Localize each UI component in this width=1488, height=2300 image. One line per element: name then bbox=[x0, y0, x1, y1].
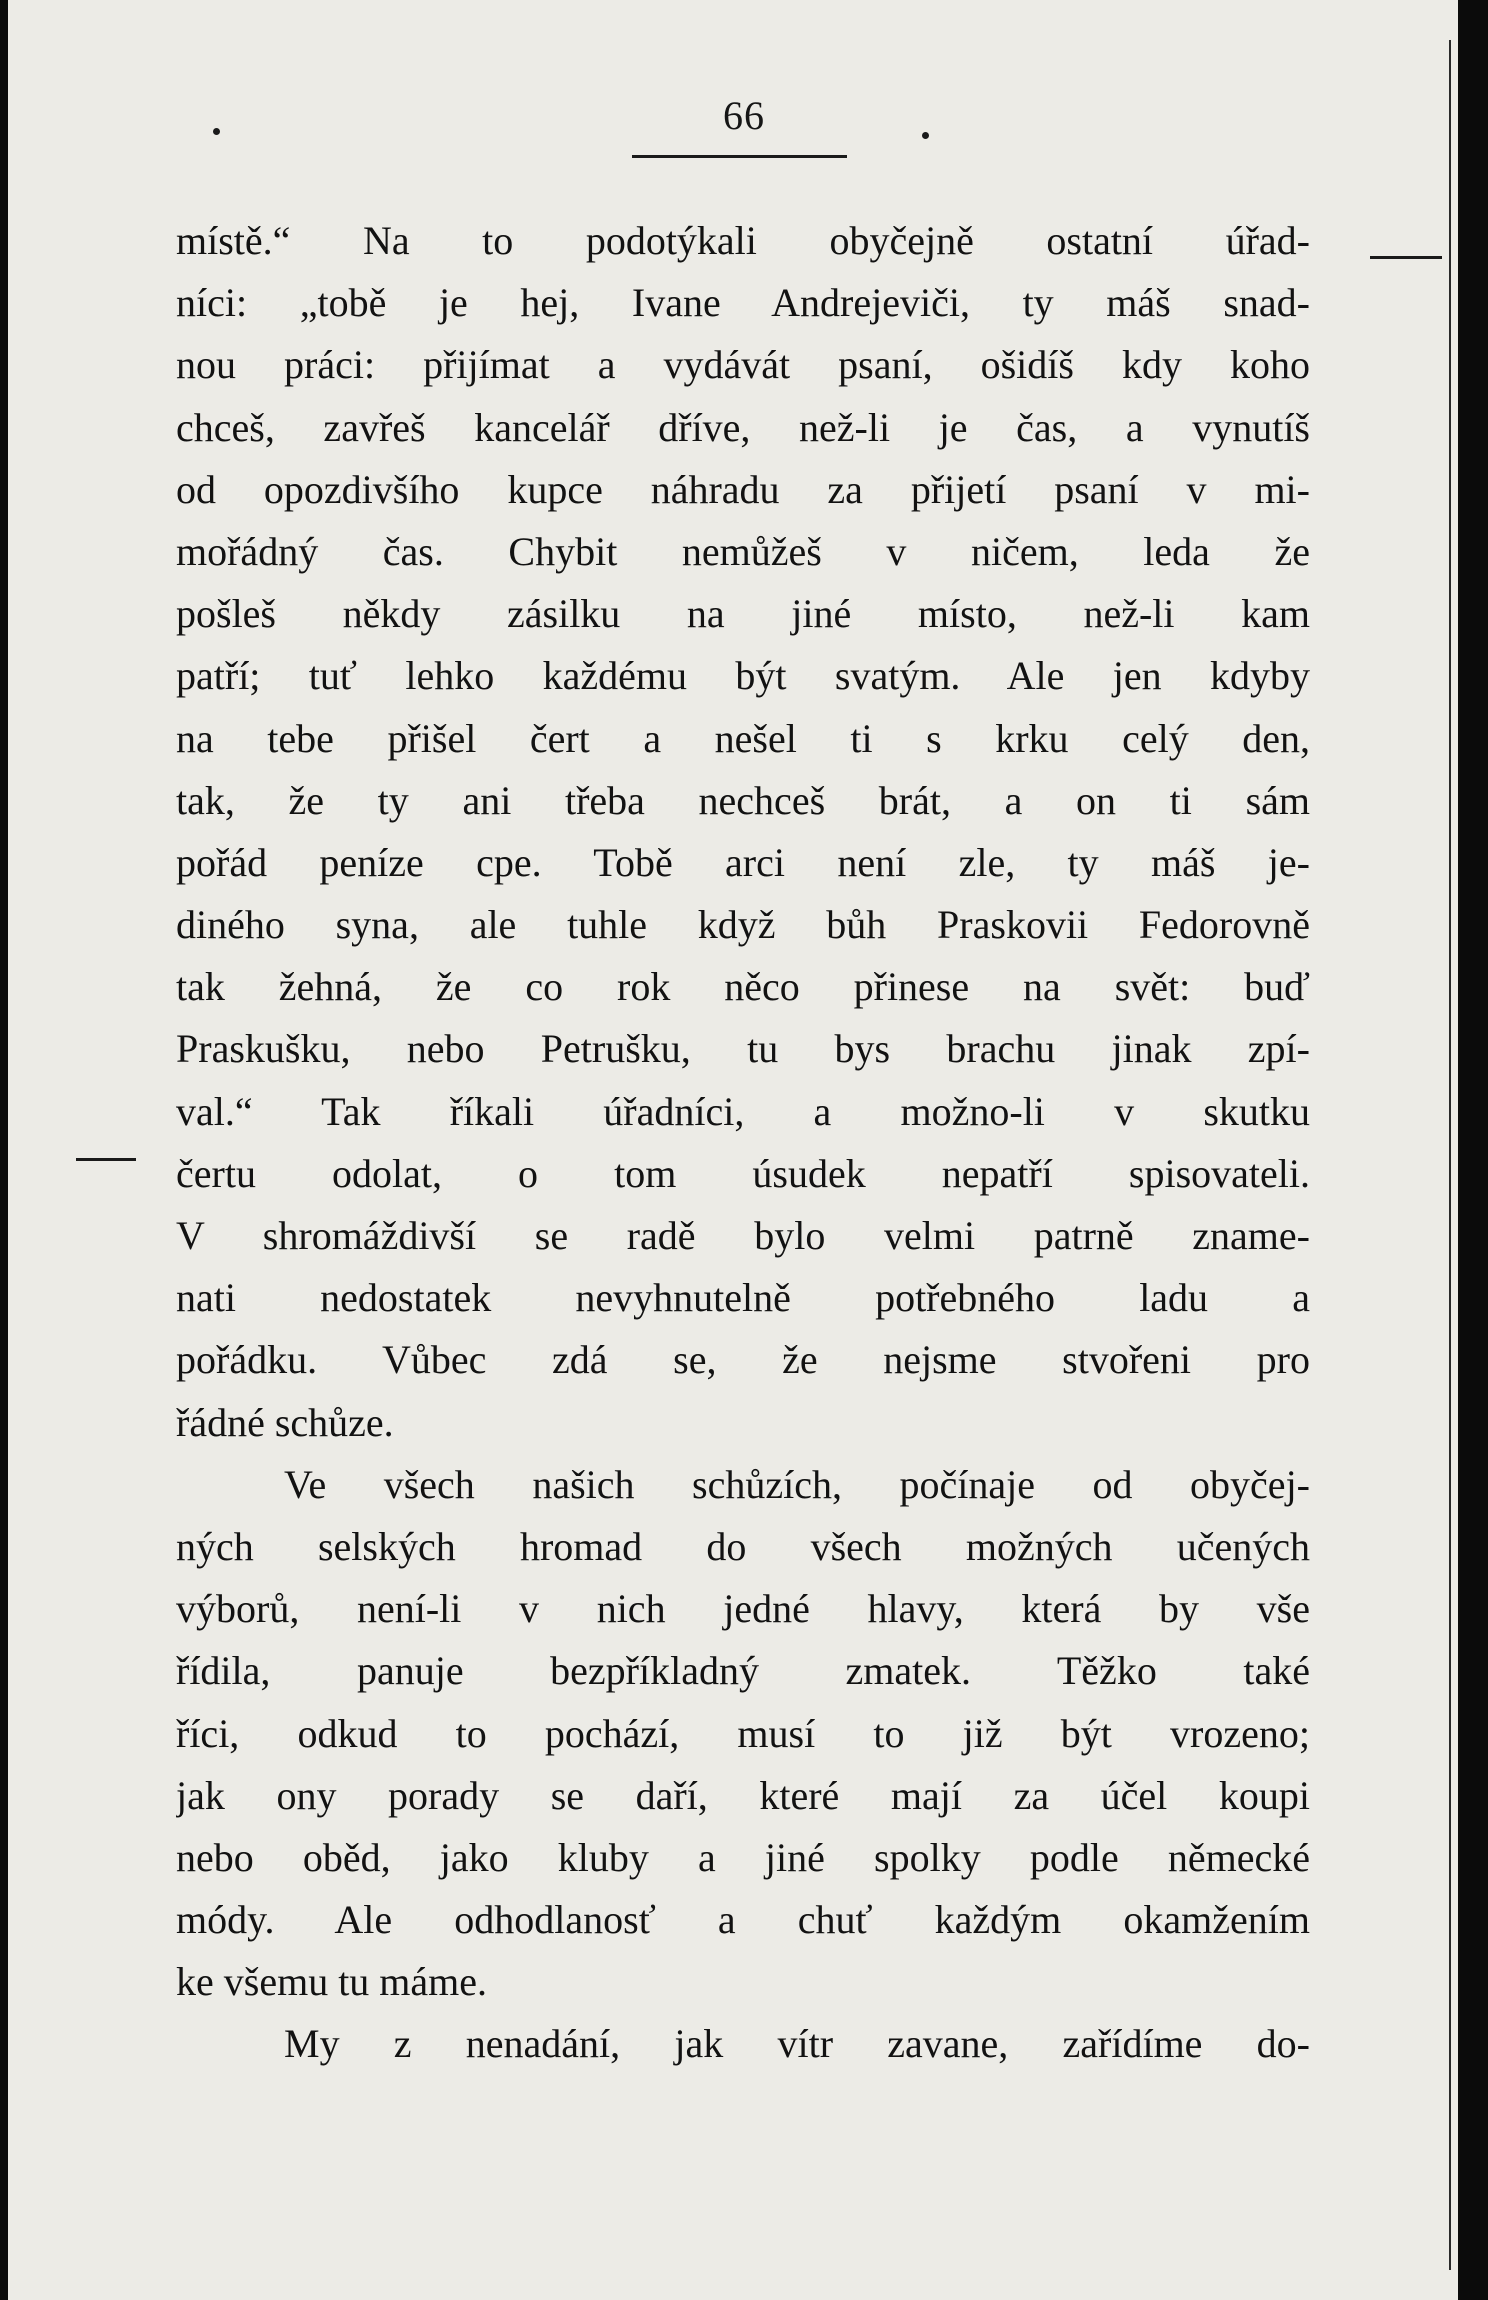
text-line: chceš, zavřeš kancelář dříve, než-li je čas, a vynutíš bbox=[176, 404, 1310, 450]
text-line: nebo oběd, jako kluby a jiné spolky podle německé bbox=[176, 1834, 1310, 1880]
body-text bbox=[176, 210, 1310, 2076]
text-line: níci: „tobě je hej, Ivane Andrejeviči, ty máš snad- bbox=[176, 280, 1310, 326]
text-line: místě.“ Na to podotýkali obyčejně ostatní úřad- bbox=[176, 218, 1310, 263]
text-line: jak ony porady se daří, které mají za účel koupi bbox=[176, 1772, 1310, 1818]
header-dot-right bbox=[922, 132, 929, 139]
text-line: V shromáždivší se radě bylo velmi patrně zname- bbox=[176, 1213, 1310, 1258]
text-line: módy. Ale odhodlanosť a chuť každým okamžením bbox=[176, 1897, 1310, 1943]
text-line: řídila, panuje bezpříkladný zmatek. Těžko také bbox=[176, 1648, 1310, 1694]
text-line: Praskušku, nebo Petrušku, tu bys brachu jinak zpí- bbox=[176, 1026, 1310, 1072]
text-line: na tebe přišel čert a nešel ti s krku celý den, bbox=[176, 715, 1310, 761]
text-line: nati nedostatek nevyhnutelně potřebného ladu a bbox=[176, 1275, 1310, 1321]
header-dot-left bbox=[213, 128, 220, 135]
text-line: val.“ Tak říkali úřadníci, a možno-li v skutku bbox=[176, 1088, 1310, 1134]
text-line: pořád peníze cpe. Tobě arci není zle, ty máš je- bbox=[176, 839, 1310, 885]
text-line: čertu odolat, o tom úsudek nepatří spisovateli. bbox=[176, 1150, 1310, 1196]
text-line: tak, že ty ani třeba nechceš brát, a on ti sám bbox=[176, 777, 1310, 823]
text-line: výborů, není-li v nich jedné hlavy, která by vše bbox=[176, 1586, 1310, 1632]
text-line: ke všemu tu máme. bbox=[176, 1959, 488, 2005]
text-line: tak žehná, že co rok něco přinese na svět: buď bbox=[176, 964, 1310, 1010]
text-line: pořádku. Vůbec zdá se, že nejsme stvořeni pro bbox=[176, 1337, 1310, 1383]
text-line: pošleš někdy zásilku na jiné místo, než-li kam bbox=[176, 591, 1310, 637]
text-line: řádné schůze. bbox=[176, 1399, 394, 1445]
header-rule bbox=[632, 155, 847, 158]
margin-dash-left bbox=[76, 1158, 136, 1161]
text-line: My z nenadání, jak vítr zavane, zařídíme do- bbox=[284, 2021, 1310, 2067]
page-number: 66 bbox=[723, 93, 765, 138]
text-line: od opozdivšího kupce náhradu za přijetí psaní v mi- bbox=[176, 466, 1310, 512]
margin-dash-right bbox=[1370, 256, 1442, 259]
text-line: patří; tuť lehko každému být svatým. Ale jen kdyby bbox=[176, 653, 1310, 699]
text-line: Ve všech našich schůzích, počínaje od obyčej- bbox=[284, 1461, 1310, 1507]
text-line: mořádný čas. Chybit nemůžeš v ničem, leda že bbox=[176, 528, 1310, 574]
text-line: diného syna, ale tuhle když bůh Praskovii Fedorovně bbox=[176, 902, 1310, 948]
text-line: říci, odkud to pochází, musí to již být vrozeno; bbox=[176, 1710, 1310, 1756]
text-line: ných selských hromad do všech možných učených bbox=[176, 1523, 1310, 1569]
text-line: nou práci: přijímat a vydávát psaní, ošidíš kdy koho bbox=[176, 342, 1310, 388]
page-edge-rule bbox=[1449, 40, 1451, 2270]
